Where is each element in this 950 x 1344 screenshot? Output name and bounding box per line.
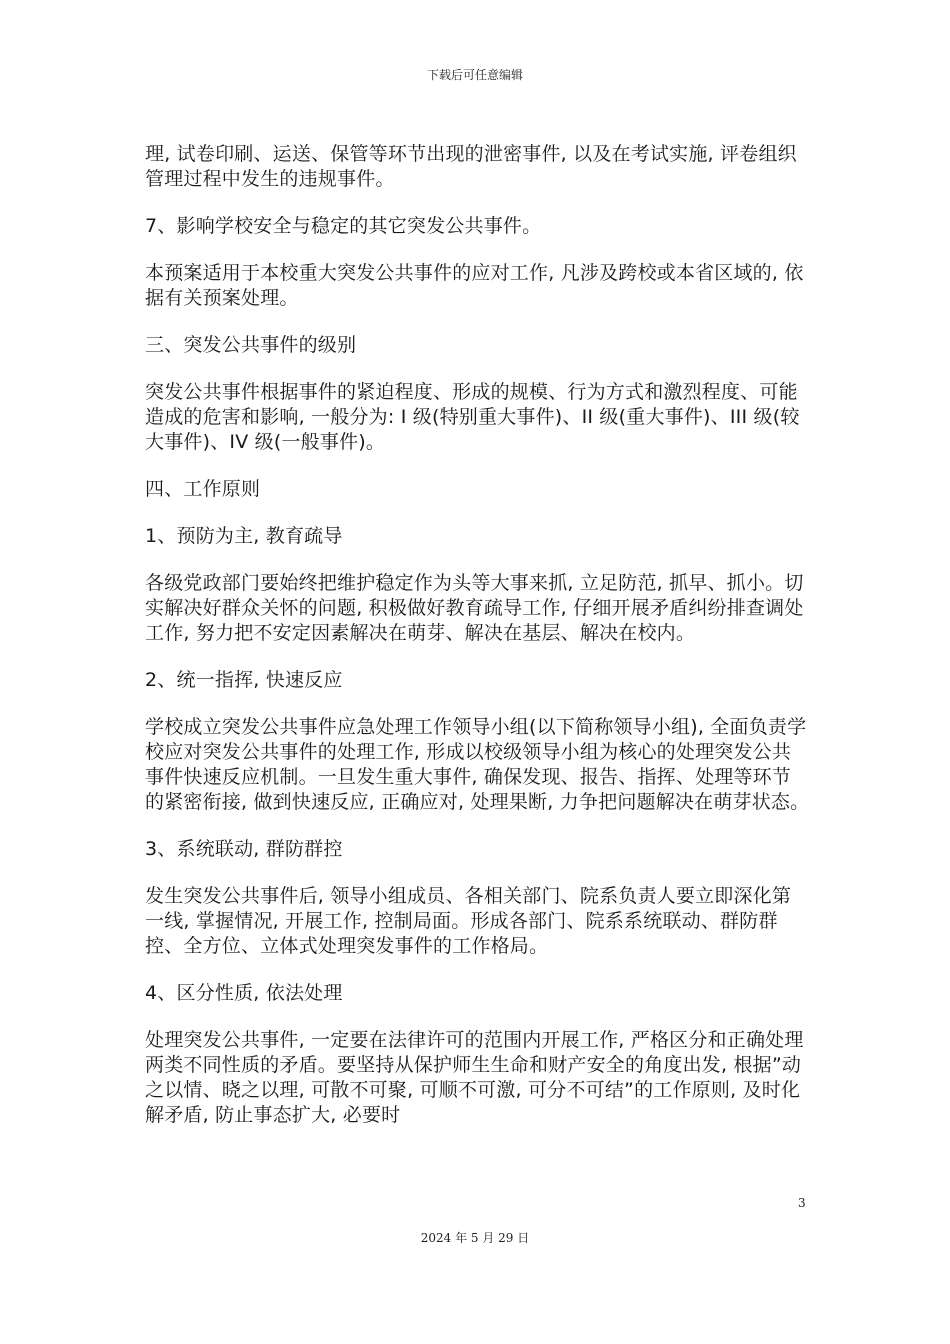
paragraph: 学校成立突发公共事件应急处理工作领导小组(以下简称领导小组), 全面负责学校应对突发公共事件的处理工作, 形成以校级领导小组为核心的处理突发公共事件快速反应机制。一旦发生重大事件, 确保发现、报告、指挥、处理等环节的紧密衔接, 做到快速反应, 正确应对, 处理果断, 力争把问题解决在萌芽状态。 xyxy=(145,716,810,813)
subsection-heading: 4、区分性质, 依法处理 xyxy=(145,982,343,1004)
footer-date: 2024 年 5 月 29 日 xyxy=(420,1231,530,1245)
paragraph: 各级党政部门要始终把维护稳定作为头等大事来抓, 立足防范, 抓早、抓小。切实解决好群众关怀的问题, 积极做好教育疏导工作, 仔细开展矛盾纠纷排查调处工作, 努力把不安定因素解决在萌芽、解决在基层、解决在校内。 xyxy=(145,572,804,644)
subsection-heading: 2、统一指挥, 快速反应 xyxy=(145,669,343,691)
subsection-heading: 1、预防为主, 教育疏导 xyxy=(145,525,343,547)
document-body xyxy=(145,142,810,1150)
paragraph: 处理突发公共事件, 一定要在法律许可的范围内开展工作, 严格区分和正确处理两类不同性质的矛盾。要坚持从保护师生生命和财产安全的角度出发, 根据”动之以情、晓之以理, 可散不可聚, 可顺不可激, 可分不可结”的工作原则, 及时化解矛盾, 防止事态扩大, 必要时 xyxy=(145,1029,804,1126)
subsection-heading: 3、系统联动, 群防群控 xyxy=(145,838,343,860)
header-note: 下载后可任意编辑 xyxy=(426,68,523,82)
paragraph: 发生突发公共事件后, 领导小组成员、各相关部门、院系负责人要立即深化第一线, 掌握情况, 开展工作, 控制局面。形成各部门、院系系统联动、群防群控、全方位、立体式处理突发事件的工作格局。 xyxy=(145,885,792,957)
paragraph: 突发公共事件根据事件的紧迫程度、形成的规模、行为方式和激烈程度、可能造成的危害和影响, 一般分为: I 级(特别重大事件)、II 级(重大事件)、III 级(较大事件)、IV 级(一般事件)。 xyxy=(145,381,800,453)
paragraph: 本预案适用于本校重大突发公共事件的应对工作, 凡涉及跨校或本省区域的, 依据有关预案处理。 xyxy=(145,262,804,309)
page-number: 3 xyxy=(798,1196,806,1210)
section-heading: 三、突发公共事件的级别 xyxy=(145,334,357,356)
paragraph: 理, 试卷印刷、运送、保管等环节出现的泄密事件, 以及在考试实施, 评卷组织管理过程中发生的违规事件。 xyxy=(145,143,797,190)
list-item: 7、影响学校安全与稳定的其它突发公共事件。 xyxy=(145,215,542,237)
section-heading: 四、工作原则 xyxy=(145,478,261,500)
